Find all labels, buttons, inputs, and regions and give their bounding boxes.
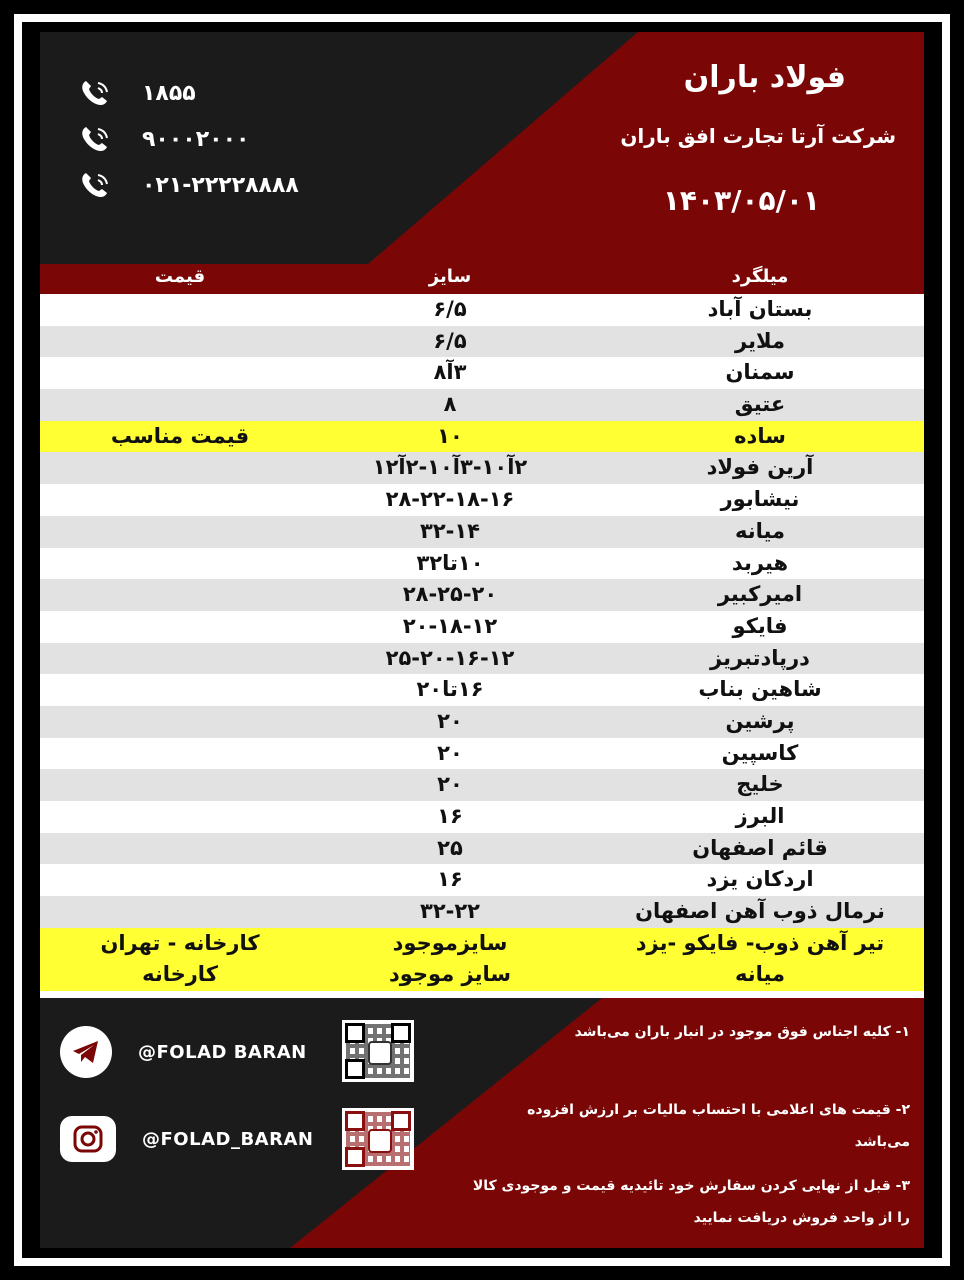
brand-cell: نیشابور	[720, 487, 800, 512]
brand-title: فولاد باران	[683, 60, 846, 95]
table-row	[40, 896, 924, 928]
note-1: ۱- کلیه اجناس فوق موجود در انبار باران می‌باشد	[574, 1024, 910, 1040]
size-cell: ۳۲-۱۴	[420, 518, 480, 543]
size-cell: ۱۶	[437, 867, 463, 892]
price-cell	[70, 484, 290, 516]
brand-cell: عتیق	[734, 392, 786, 417]
price-cell	[70, 326, 290, 358]
size-cell: ۲۸-۲۲-۱۸-۱۶	[385, 487, 515, 512]
price-cell	[70, 643, 290, 675]
price-cell: کارخانه - تهران	[100, 930, 260, 955]
price-cell	[70, 864, 290, 896]
brand-cell: البرز	[735, 804, 785, 828]
company-name: شرکت آرتا تجارت افق باران	[620, 124, 896, 148]
size-cell: ۸	[443, 392, 457, 417]
price-cell	[70, 389, 290, 421]
size-cell: ۳آ۸	[433, 360, 467, 385]
table-row	[40, 959, 924, 991]
brand-cell: اردکان یزد	[706, 867, 814, 892]
phone-icon	[76, 122, 116, 156]
price-list-card	[40, 32, 924, 1248]
price-cell	[70, 357, 290, 389]
brand-cell: کاسپین	[721, 740, 799, 765]
brand-cell: میانه	[734, 518, 786, 543]
size-cell: سایزموجود	[392, 930, 508, 955]
table-row	[40, 516, 924, 548]
size-cell: ۲۰-۱۸-۱۲	[402, 613, 498, 638]
brand-cell: نرمال ذوب آهن اصفهان	[635, 899, 885, 924]
table-row	[40, 484, 924, 516]
phone-number: ۰۲۱-۲۲۲۲۸۸۸۸	[142, 172, 299, 198]
brand-cell: درپادتبریز	[710, 645, 810, 670]
telegram-link[interactable]	[60, 1026, 307, 1078]
table-header	[40, 264, 924, 294]
size-cell: ۲۰	[437, 708, 463, 733]
table-row	[40, 326, 924, 358]
size-cell: ۲۰	[437, 772, 463, 797]
instagram-link[interactable]	[60, 1116, 313, 1162]
price-cell	[70, 738, 290, 770]
brand-cell: قائم اصفهان	[692, 835, 828, 860]
table-row	[40, 389, 924, 421]
size-cell: ۲۰	[437, 740, 463, 765]
table-row	[40, 421, 924, 453]
table-row	[40, 928, 924, 960]
phone-icon	[76, 76, 116, 110]
note-2: ۲- قیمت های اعلامی با احتساب مالیات بر ارزش افزوده می‌باشد	[527, 1102, 910, 1150]
table-row	[40, 611, 924, 643]
phone-number: ۹۰۰۰۲۰۰۰	[142, 126, 250, 152]
table-row	[40, 452, 924, 484]
brand-cell: تیر آهن ذوب- فایکو -یزد	[635, 930, 885, 955]
size-cell: ۲آ۱۰-۳آ۱۰-۲آ۱۲	[372, 455, 528, 480]
price-cell	[70, 452, 290, 484]
phone-row-3[interactable]	[76, 168, 299, 202]
phone-row-1[interactable]	[76, 76, 196, 110]
table-row	[40, 674, 924, 706]
qr-code-icon	[342, 1020, 414, 1082]
size-cell: ۱۰تا۳۲	[416, 550, 484, 575]
brand-cell: خلیج	[736, 772, 784, 797]
brand-cell: فایکو	[732, 613, 788, 638]
telegram-icon	[60, 1026, 112, 1078]
brand-cell: امیرکبیر	[717, 582, 803, 607]
price-cell	[70, 548, 290, 580]
phone-number: ۱۸۵۵	[142, 80, 196, 106]
price-cell	[70, 833, 290, 865]
table-row	[40, 357, 924, 389]
brand-cell: هیربد	[731, 550, 789, 575]
qr-code-icon	[342, 1108, 414, 1170]
price-cell	[70, 516, 290, 548]
size-cell: ۳۲-۲۲	[420, 899, 480, 924]
size-cell: ۲۵	[437, 835, 463, 860]
table-row	[40, 706, 924, 738]
table-row	[40, 801, 924, 833]
price-cell	[70, 674, 290, 706]
size-cell: ۲۸-۲۵-۲۰	[402, 582, 498, 607]
telegram-handle: @FOLAD BARAN	[138, 1041, 307, 1063]
brand-cell: شاهین بناب	[698, 677, 822, 702]
price-cell: کارخانه	[142, 962, 218, 987]
price-cell	[70, 579, 290, 611]
price-cell	[70, 769, 290, 801]
brand-cell: میانه	[734, 962, 786, 987]
price-cell	[70, 801, 290, 833]
size-cell: ۱۶	[437, 804, 463, 828]
instagram-handle: @FOLAD_BARAN	[142, 1128, 314, 1150]
price-date: ۱۴۰۳/۰۵/۰۱	[662, 184, 820, 217]
table-row	[40, 548, 924, 580]
table-row	[40, 294, 924, 326]
price-cell	[70, 706, 290, 738]
size-cell: ۱۰	[437, 423, 463, 448]
price-cell	[70, 294, 290, 326]
table-row	[40, 833, 924, 865]
table-row	[40, 864, 924, 896]
brand-cell: ملایر	[735, 328, 785, 353]
table-row	[40, 579, 924, 611]
brand-cell: پرشین	[725, 708, 795, 733]
table-body	[40, 294, 924, 991]
brand-cell: بستان آباد	[707, 297, 813, 321]
footer	[40, 998, 924, 1248]
column-price: قیمت	[154, 266, 206, 287]
column-size: سایز	[428, 266, 472, 287]
price-cell	[70, 611, 290, 643]
size-cell: ۶/۵	[433, 297, 467, 321]
size-cell: ۶/۵	[433, 328, 467, 353]
table-row	[40, 738, 924, 770]
size-cell: ۲۵-۲۰-۱۶-۱۲	[385, 645, 515, 670]
phone-icon	[76, 168, 116, 202]
table-row	[40, 643, 924, 675]
column-brand: میلگرد	[731, 266, 789, 287]
instagram-icon	[60, 1116, 116, 1162]
phone-row-2[interactable]	[76, 122, 249, 156]
price-cell: قیمت مناسب	[110, 423, 250, 448]
note-3: ۳- قبل از نهایی کردن سفارش خود تائیدیه قیمت و موجودی کالا را از واحد فروش دریافت نمایید	[472, 1178, 910, 1226]
header	[40, 32, 924, 264]
brand-cell: آرین فولاد	[706, 455, 814, 480]
size-cell: سایز موجود	[388, 962, 512, 987]
brand-cell: سمنان	[725, 360, 795, 385]
size-cell: ۱۶تا۲۰	[416, 677, 484, 702]
price-cell	[70, 896, 290, 928]
brand-cell: ساده	[734, 423, 786, 448]
table-row	[40, 769, 924, 801]
